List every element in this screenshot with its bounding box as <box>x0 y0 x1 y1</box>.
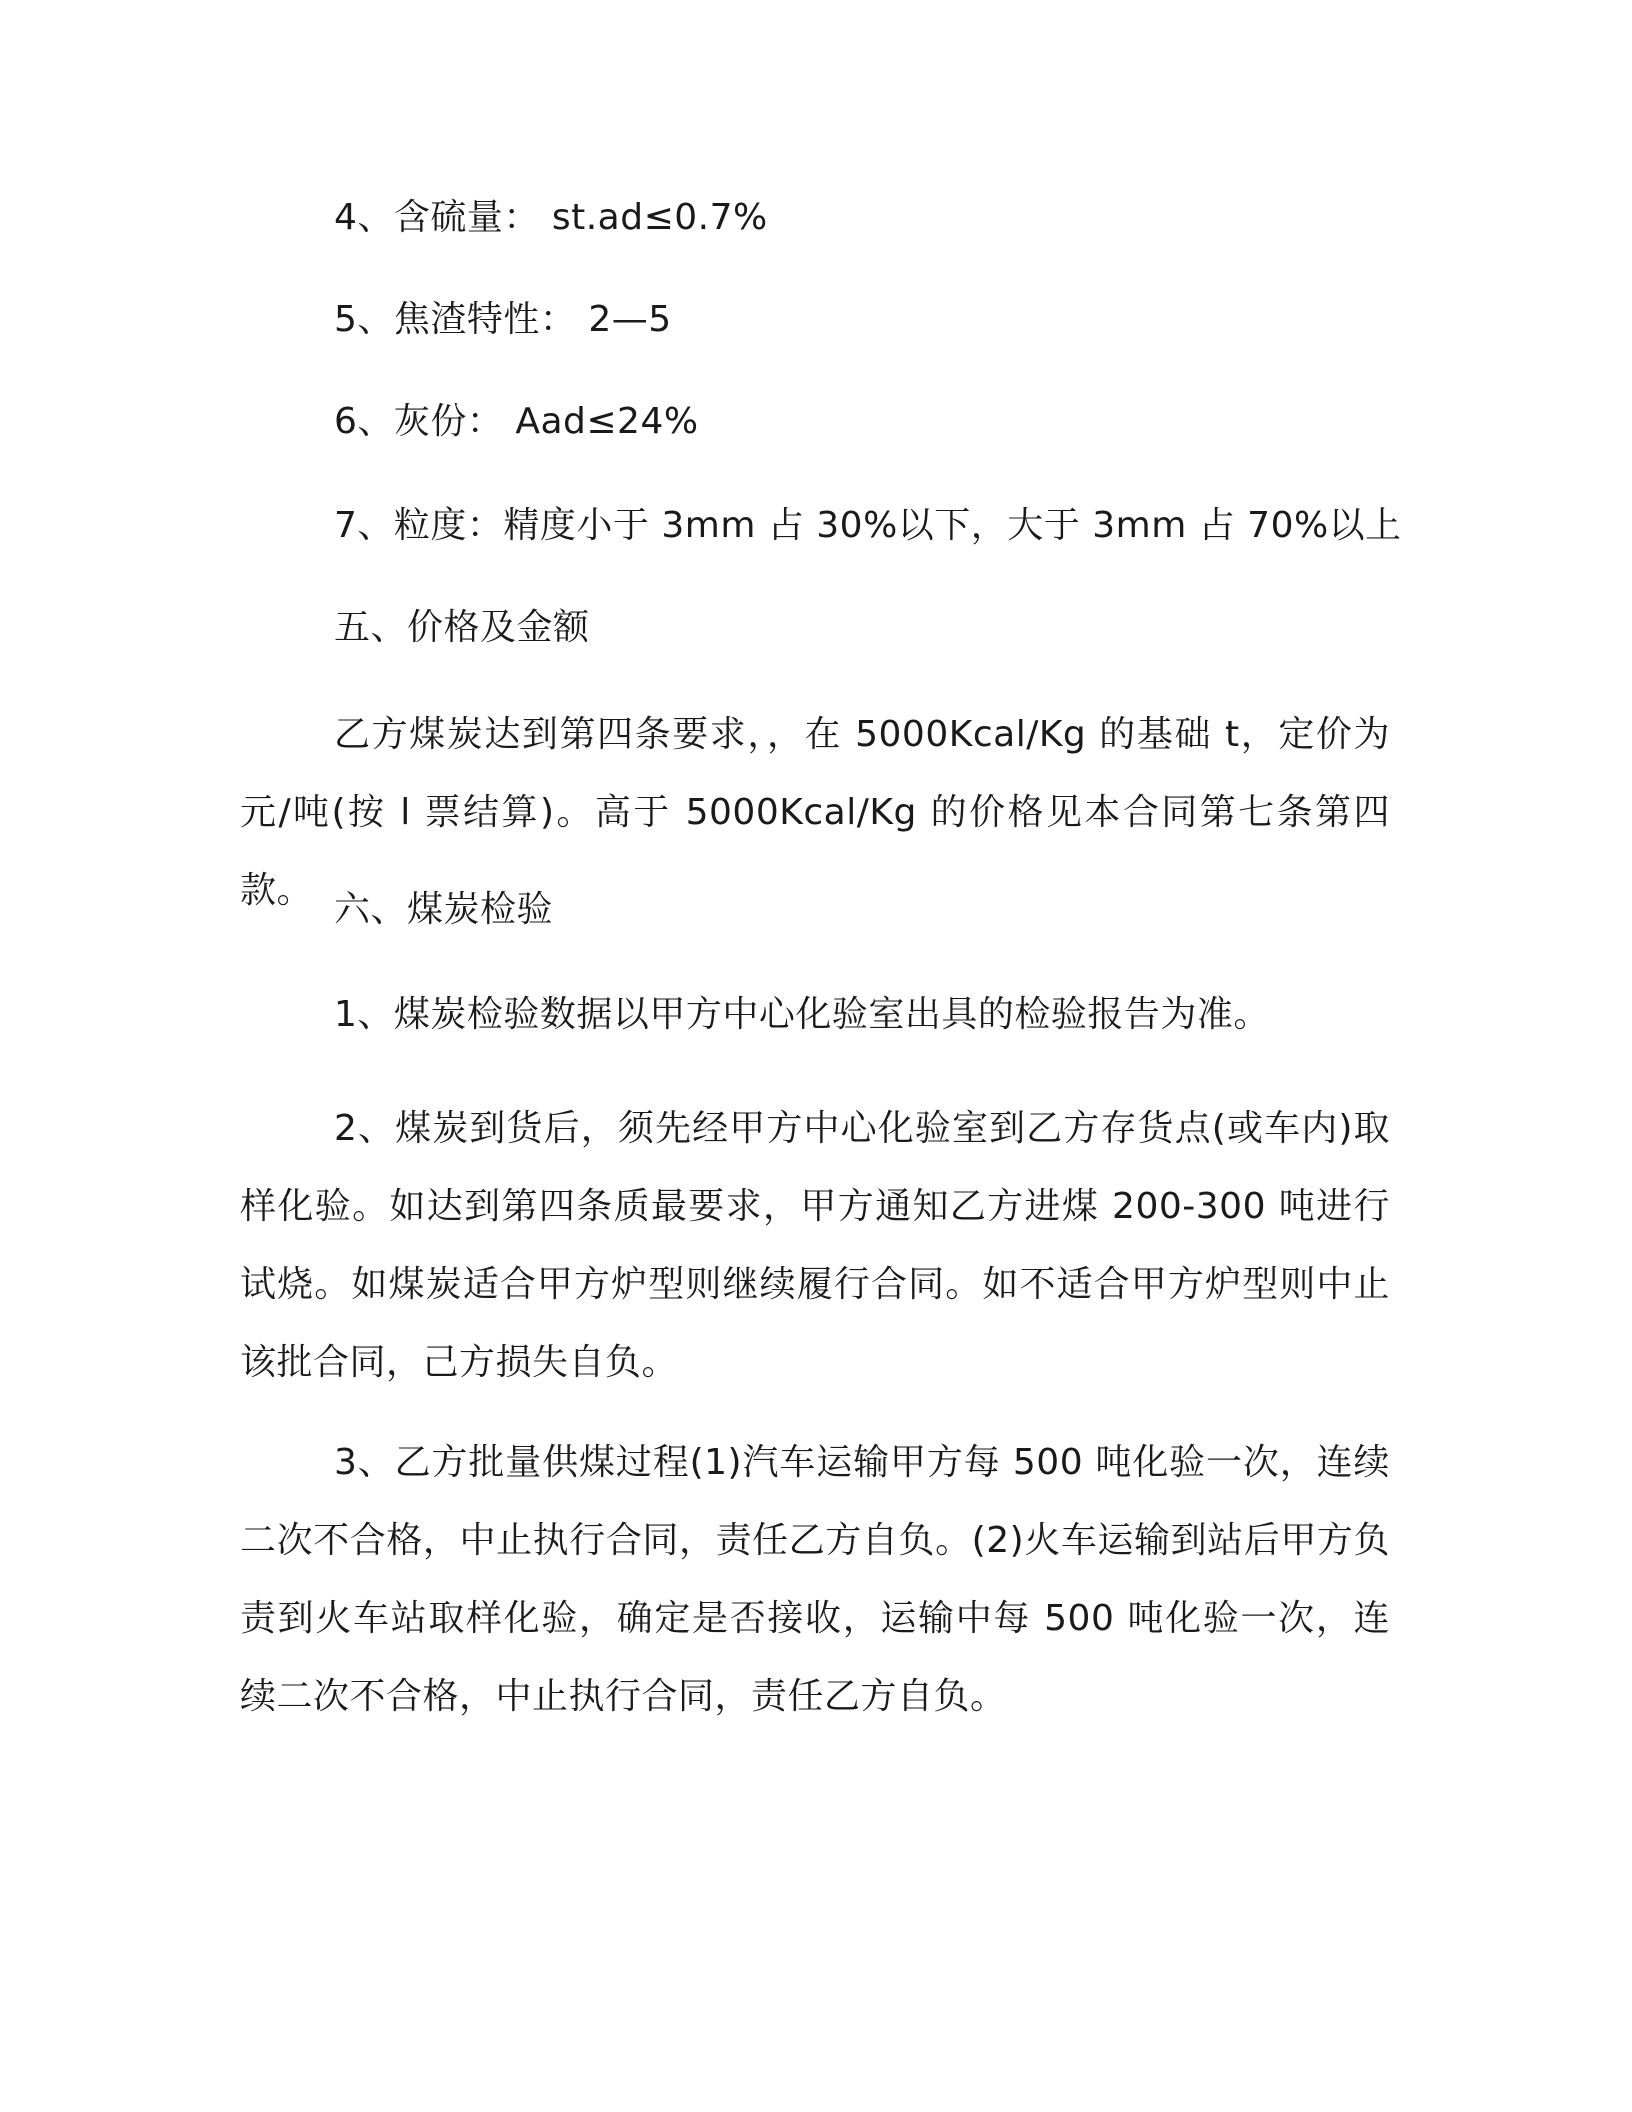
section6-clause2: 2、煤炭到货后，须先经甲方中心化验室到乙方存货点(或车内)取样化验。如达到第四条质最要求，甲方通知乙方进煤 200-300 吨进行试烧。如煤炭适合甲方炉型则继续履行合同。如不适合甲方炉型则中止该批合同，己方损失自负。 <box>240 1108 1390 1383</box>
item-sulfur: 4、含硫量： st.ad≤0.7% <box>334 197 768 238</box>
section5-heading: 五、价格及金额 <box>334 607 590 648</box>
section5-body: 乙方煤炭达到第四条要求，，在 5000Kcal/Kg 的基础 t，定价为元/吨(按 l 票结算)。高于 5000Kcal/Kg 的价格见本合同第七条第四款。 <box>240 714 1390 911</box>
item-ash: 6、灰份： Aad≤24% <box>334 401 699 442</box>
item-coking: 5、焦渣特性： 2—5 <box>334 299 672 340</box>
item-granularity: 7、粒度：精度小于 3mm 占 30%以下，大于 3mm 占 70%以上 <box>334 505 1402 546</box>
section6-heading: 六、煤炭检验 <box>334 889 554 930</box>
section6-clause3: 3、乙方批量供煤过程(1)汽车运输甲方每 500 吨化验一次，连续二次不合格，中止执行合同，责任乙方自负。(2)火车运输到站后甲方负责到火车站取样化验，确定是否接收，运输中每 500 吨化验一次，连续二次不合格，中止执行合同，责任乙方自负。 <box>240 1442 1390 1717</box>
section6-clause1: 1、煤炭检验数据以甲方中心化验室出具的检验报告为准。 <box>334 994 1270 1035</box>
